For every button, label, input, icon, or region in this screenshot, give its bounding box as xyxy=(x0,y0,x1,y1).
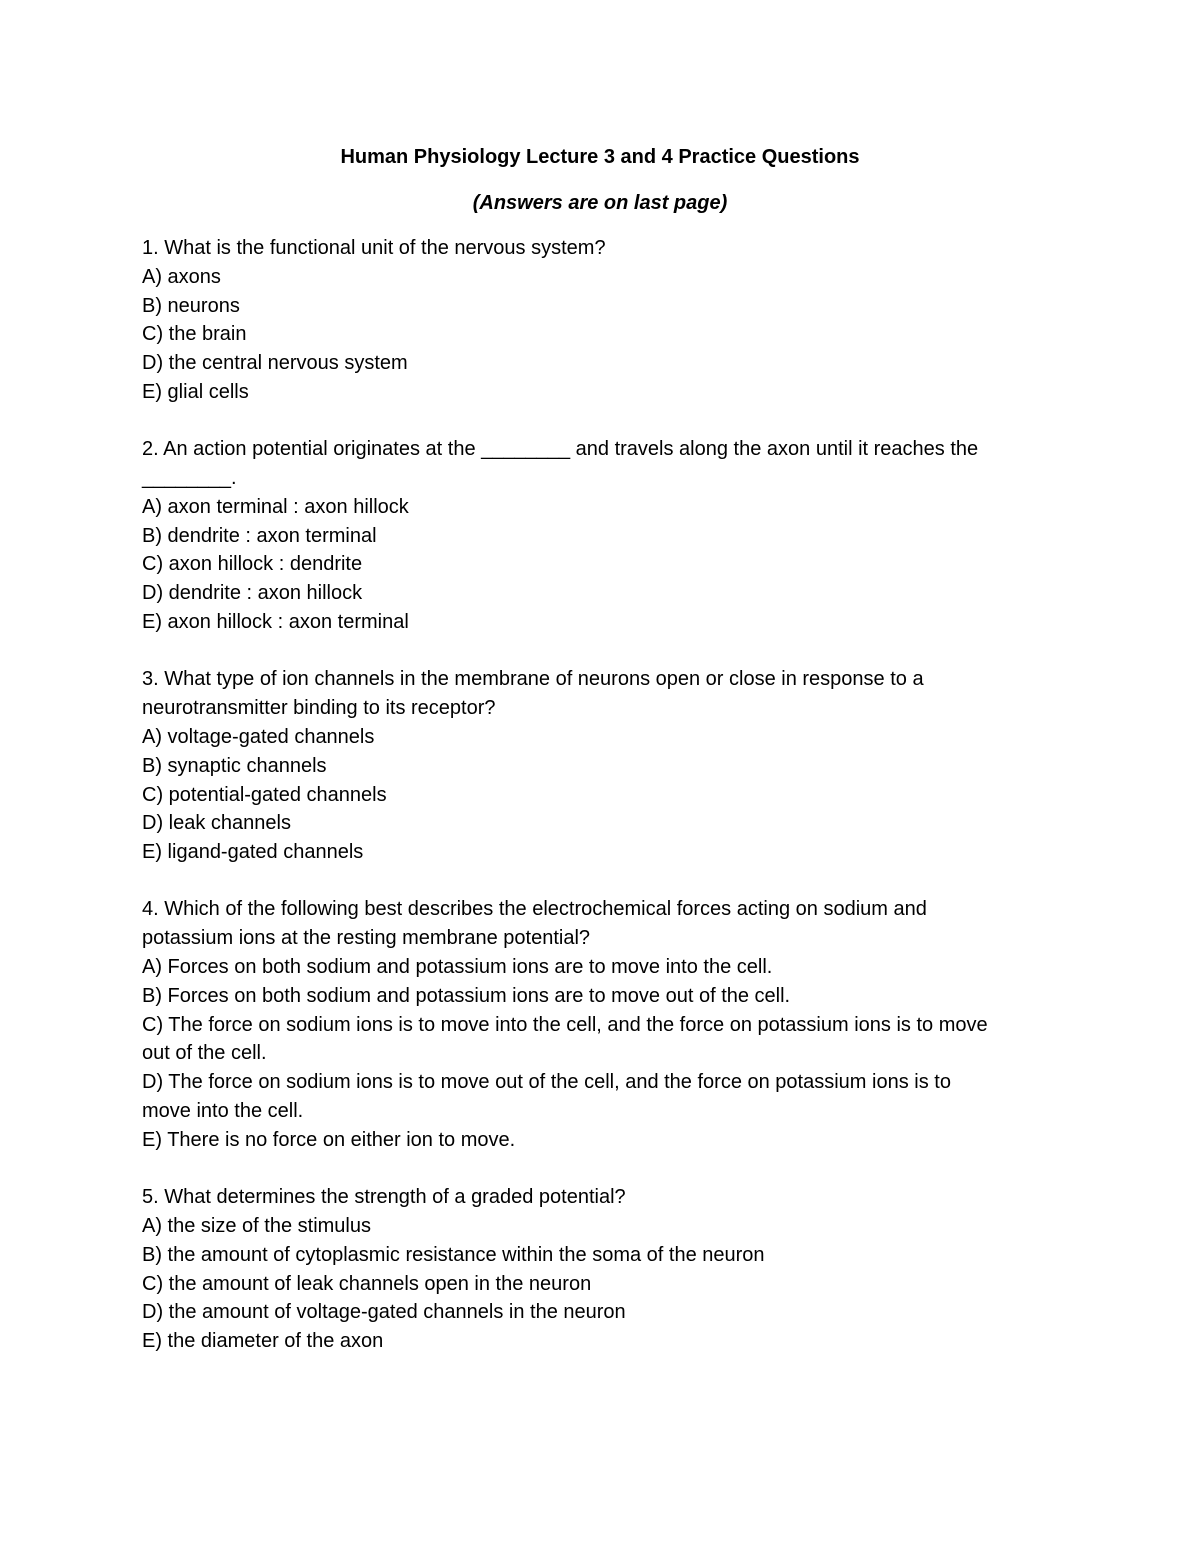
answer-option: out of the cell. xyxy=(142,1042,267,1065)
answer-option: D) the central nervous system xyxy=(142,352,408,375)
answer-option: C) potential-gated channels xyxy=(142,783,387,806)
question-stem: 2. An action potential originates at the ________ and travels along the axon until it reaches the xyxy=(142,438,979,461)
question-stem: ________. xyxy=(142,467,237,490)
answer-option: A) Forces on both sodium and potassium ions are to move into the cell. xyxy=(142,956,773,979)
answer-option: E) axon hillock : axon terminal xyxy=(142,611,409,634)
answer-option: A) voltage-gated channels xyxy=(142,725,375,748)
question-stem: 4. Which of the following best describes the electrochemical forces acting on sodium and xyxy=(142,898,927,921)
answer-option: B) neurons xyxy=(142,294,240,317)
question-list xyxy=(142,234,1062,1384)
question-1 xyxy=(142,234,1062,407)
question-2 xyxy=(142,435,1062,637)
answer-option: D) The force on sodium ions is to move out of the cell, and the force on potassium ions is to xyxy=(142,1071,951,1094)
question-5 xyxy=(142,1183,1062,1356)
page-title: Human Physiology Lecture 3 and 4 Practice Questions xyxy=(340,146,860,168)
answer-option: C) the brain xyxy=(142,323,247,346)
answer-option: A) axons xyxy=(142,265,221,288)
question-stem: potassium ions at the resting membrane potential? xyxy=(142,927,591,950)
answer-option: C) The force on sodium ions is to move into the cell, and the force on potassium ions is to move xyxy=(142,1013,988,1036)
question-3 xyxy=(142,665,1062,867)
question-stem: neurotransmitter binding to its receptor? xyxy=(142,697,496,720)
answer-option: B) the amount of cytoplasmic resistance within the soma of the neuron xyxy=(142,1243,765,1266)
answer-option: A) the size of the stimulus xyxy=(142,1214,371,1237)
page-subtitle: (Answers are on last page) xyxy=(472,192,728,214)
answer-option: E) There is no force on either ion to move. xyxy=(142,1128,516,1151)
question-4 xyxy=(142,895,1062,1154)
question-stem: 3. What type of ion channels in the membrane of neurons open or close in response to a xyxy=(142,668,924,691)
answer-option: E) ligand-gated channels xyxy=(142,841,364,864)
answer-option: E) the diameter of the axon xyxy=(142,1330,384,1353)
question-stem: 1. What is the functional unit of the nervous system? xyxy=(142,237,606,259)
answer-option: E) glial cells xyxy=(142,380,249,403)
answer-option: B) synaptic channels xyxy=(142,754,327,777)
answer-option: D) leak channels xyxy=(142,812,291,835)
answer-option: B) Forces on both sodium and potassium ions are to move out of the cell. xyxy=(142,984,791,1007)
answer-option: move into the cell. xyxy=(142,1100,304,1123)
question-stem: 5. What determines the strength of a graded potential? xyxy=(142,1186,626,1209)
answer-option: D) the amount of voltage-gated channels in the neuron xyxy=(142,1301,626,1324)
answer-option: C) the amount of leak channels open in the neuron xyxy=(142,1272,592,1295)
answer-option: A) axon terminal : axon hillock xyxy=(142,495,409,518)
answer-option: B) dendrite : axon terminal xyxy=(142,524,377,547)
answer-option: D) dendrite : axon hillock xyxy=(142,582,363,605)
answer-option: C) axon hillock : dendrite xyxy=(142,553,363,576)
